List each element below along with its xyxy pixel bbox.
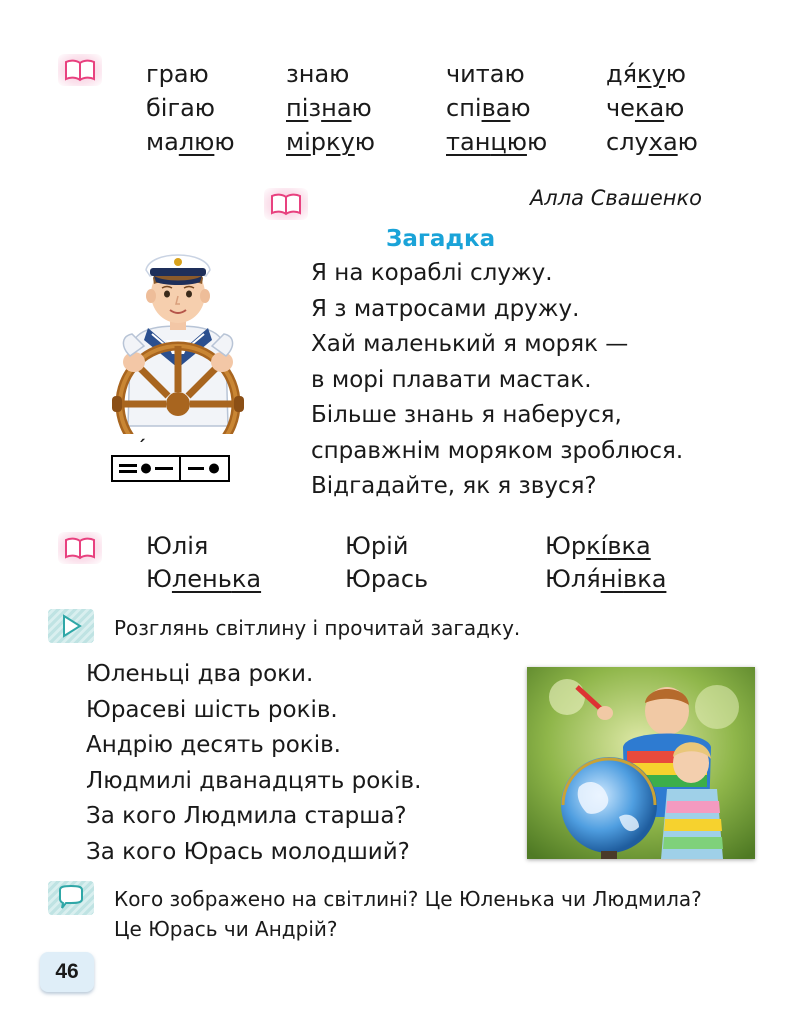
word-part: Юрась	[345, 565, 429, 593]
word-part: бігаю	[146, 94, 215, 122]
poem-line: Більше знань я наберуся,	[311, 402, 622, 428]
word-cell	[286, 58, 349, 91]
riddle-line: За кого Людмила старша?	[86, 803, 407, 829]
underlined-syllable: ха	[648, 128, 678, 156]
word-part: читаю	[446, 60, 525, 88]
open-book-icon	[58, 54, 102, 86]
name-cell	[146, 563, 261, 596]
riddle-line: Андрію десять років.	[86, 732, 341, 758]
word-part: ю	[354, 128, 375, 156]
word-part: з	[308, 94, 322, 122]
word-part: ю	[510, 94, 531, 122]
underlined-syllable: кі́	[586, 532, 608, 560]
question-line: Кого зображено на світлині? Це Юленька чи Людмила?	[114, 887, 702, 911]
underlined-syllable: тан	[446, 128, 491, 156]
word-cell	[606, 58, 686, 91]
riddle-line: Юрасеві шість років.	[86, 696, 338, 723]
word-part: ю	[214, 128, 235, 156]
syllable-box	[181, 457, 228, 480]
word-cell	[286, 126, 375, 159]
word-part: че	[606, 94, 635, 122]
word-cell	[446, 126, 547, 159]
word-part: ю	[351, 94, 372, 122]
underlined-syllable: на	[321, 94, 352, 122]
word-cell	[446, 92, 531, 125]
open-book-icon	[264, 188, 308, 220]
underlined-syllable: лень	[171, 565, 232, 593]
underlined-syllable: ка	[231, 565, 262, 593]
underlined-syllable: ні	[600, 565, 624, 593]
riddle-poem	[311, 256, 683, 505]
underlined-syllable: вка	[623, 565, 667, 593]
word-part: ю	[677, 128, 698, 156]
word-cell	[286, 92, 372, 125]
ages-riddle	[86, 657, 421, 870]
name-cell	[345, 530, 408, 563]
underlined-syllable: цю	[490, 128, 527, 156]
poem-line: справжнім моряком зроблюся.	[311, 437, 684, 464]
poem-author: Алла Свашенко	[529, 186, 702, 210]
word-part: Юлія	[146, 532, 209, 560]
riddle-line: За кого Юрась молодший?	[86, 838, 410, 865]
task-instruction: Розглянь світлину і прочитай загадку.	[114, 616, 521, 640]
poem-line: в морі плавати мастак.	[311, 366, 592, 393]
word-part: Юля́	[545, 565, 601, 593]
underlined-syllable: ка	[634, 94, 665, 122]
word-cell	[606, 92, 684, 125]
poem-line: Я з матросами дружу.	[311, 295, 580, 322]
word-part: дя́	[606, 60, 638, 88]
speech-bubble-icon	[48, 881, 94, 915]
page-number: 46	[40, 952, 94, 992]
poem-line: Я на кораблі служу.	[311, 260, 553, 286]
word-part: ю	[526, 128, 548, 156]
name-cell	[146, 530, 208, 563]
riddle-line: Людмилі дванадцять років.	[86, 767, 422, 794]
sailor-boy-illustration	[100, 236, 256, 434]
syllable-scheme	[111, 455, 230, 482]
underlined-syllable: мі	[286, 128, 311, 156]
word-part: знаю	[286, 60, 350, 88]
word-part: Ю	[146, 565, 172, 593]
word-part: слу	[606, 128, 649, 156]
word-part: граю	[146, 60, 209, 88]
word-cell	[146, 92, 215, 125]
word-part: р	[310, 128, 327, 156]
question-line: Це Юрась чи Андрій?	[114, 917, 338, 941]
word-part: ма	[146, 128, 179, 156]
underlined-syllable: пі	[286, 94, 309, 122]
underlined-syllable: лю	[178, 128, 215, 156]
underlined-syllable: ва	[481, 94, 511, 122]
riddle-line: Юленьці два роки.	[86, 661, 314, 687]
play-triangle-icon	[48, 609, 94, 643]
poem-line: Відгадайте, як я звуся?	[311, 473, 597, 499]
word-part: спі	[446, 94, 482, 122]
discussion-question	[114, 884, 702, 944]
word-part: ю	[665, 60, 686, 88]
word-part: ю	[664, 94, 685, 122]
underlined-syllable: ку	[637, 60, 666, 88]
word-part: Юрій	[345, 532, 409, 560]
poem-line: Хай маленький я моряк —	[311, 331, 629, 357]
underlined-syllable: ку	[326, 128, 355, 156]
word-cell	[146, 58, 209, 91]
word-cell	[606, 126, 698, 159]
children-photo	[527, 667, 755, 859]
word-cell	[146, 126, 235, 159]
underlined-syllable: вка	[607, 532, 651, 560]
syllable-box	[113, 457, 181, 480]
word-cell	[446, 58, 525, 91]
name-cell	[345, 563, 428, 596]
name-cell	[545, 563, 666, 596]
name-cell	[545, 530, 651, 563]
riddle-title: Загадка	[386, 226, 496, 252]
word-part: Юр	[545, 532, 587, 560]
open-book-icon	[58, 532, 102, 564]
